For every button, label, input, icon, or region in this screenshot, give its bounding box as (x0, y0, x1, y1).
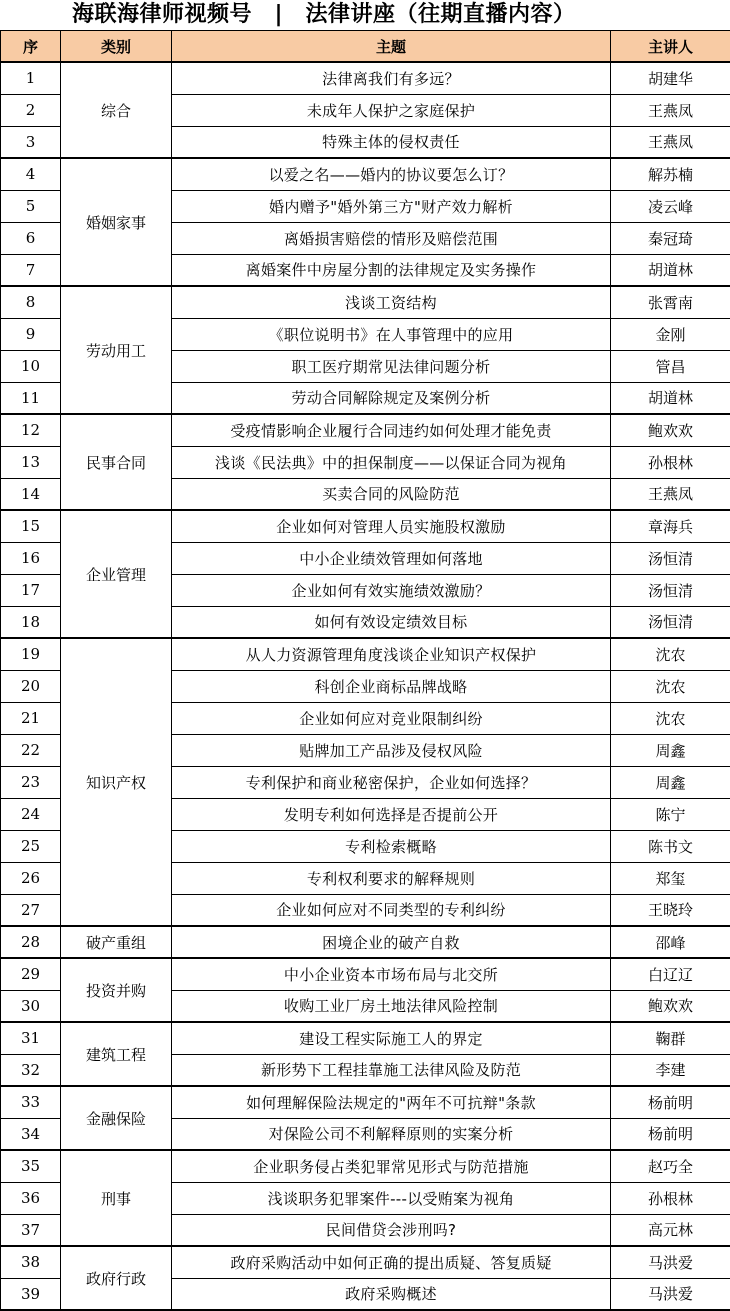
speaker-cell: 沈农 (611, 638, 730, 670)
category-cell: 投资并购 (61, 958, 172, 1022)
table-body (1, 62, 730, 1310)
table-row (1, 958, 730, 990)
speaker-cell: 管昌 (611, 350, 730, 382)
row-index: 21 (1, 702, 61, 734)
category-cell: 金融保险 (61, 1086, 172, 1150)
topic-cell: 贴牌加工产品涉及侵权风险 (172, 734, 611, 766)
row-index: 1 (1, 62, 61, 94)
topic-cell: 民间借贷会涉刑吗? (172, 1214, 611, 1246)
topic-cell: 发明专利如何选择是否提前公开 (172, 798, 611, 830)
row-index: 27 (1, 894, 61, 926)
speaker-cell: 沈农 (611, 702, 730, 734)
topic-cell: 中小企业绩效管理如何落地 (172, 542, 611, 574)
speaker-cell: 胡建华 (611, 62, 730, 94)
speaker-cell: 赵巧全 (611, 1150, 730, 1182)
speaker-cell: 汤恒清 (611, 542, 730, 574)
speaker-cell: 秦冠琦 (611, 222, 730, 254)
topic-cell: 浅谈《民法典》中的担保制度——以保证合同为视角 (172, 446, 611, 478)
topic-cell: 婚内赠予"婚外第三方"财产效力解析 (172, 190, 611, 222)
topic-cell: 企业如何对管理人员实施股权激励 (172, 510, 611, 542)
category-cell: 建筑工程 (61, 1022, 172, 1086)
lecture-table (0, 30, 730, 1311)
row-index: 6 (1, 222, 61, 254)
sheet-title: 海联海律师视频号 | 法律讲座（往期直播内容） (72, 0, 576, 30)
speaker-cell: 鞠群 (611, 1022, 730, 1054)
speaker-cell: 解苏楠 (611, 158, 730, 190)
speaker-cell: 汤恒清 (611, 574, 730, 606)
topic-cell: 以爱之名——婚内的协议要怎么订？ (172, 158, 611, 190)
topic-cell: 政府采购活动中如何正确的提出质疑、答复质疑 (172, 1246, 611, 1278)
speaker-cell: 白辽辽 (611, 958, 730, 990)
speaker-cell: 周鑫 (611, 766, 730, 798)
table-row (1, 926, 730, 958)
row-index: 37 (1, 1214, 61, 1246)
table-row (1, 638, 730, 670)
row-index: 7 (1, 254, 61, 286)
table-row (1, 158, 730, 190)
row-index: 32 (1, 1054, 61, 1086)
header-category: 类别 (61, 31, 172, 63)
topic-cell: 买卖合同的风险防范 (172, 478, 611, 510)
speaker-cell: 陈书文 (611, 830, 730, 862)
category-cell: 知识产权 (61, 638, 172, 926)
topic-cell: 科创企业商标品牌战略 (172, 670, 611, 702)
row-index: 4 (1, 158, 61, 190)
speaker-cell: 郑玺 (611, 862, 730, 894)
row-index: 10 (1, 350, 61, 382)
topic-cell: 如何理解保险法规定的"两年不可抗辩"条款 (172, 1086, 611, 1118)
table-row (1, 286, 730, 318)
row-index: 24 (1, 798, 61, 830)
topic-cell: 受疫情影响企业履行合同违约如何处理才能免责 (172, 414, 611, 446)
row-index: 20 (1, 670, 61, 702)
table-row (1, 1246, 730, 1278)
topic-cell: 困境企业的破产自救 (172, 926, 611, 958)
header-index: 序 (1, 31, 61, 63)
topic-cell: 企业如何应对竞业限制纠纷 (172, 702, 611, 734)
row-index: 39 (1, 1278, 61, 1310)
row-index: 29 (1, 958, 61, 990)
topic-cell: 企业如何有效实施绩效激励？ (172, 574, 611, 606)
topic-cell: 特殊主体的侵权责任 (172, 126, 611, 158)
speaker-cell: 高元林 (611, 1214, 730, 1246)
row-index: 33 (1, 1086, 61, 1118)
row-index: 14 (1, 478, 61, 510)
row-index: 36 (1, 1182, 61, 1214)
table-row (1, 510, 730, 542)
row-index: 16 (1, 542, 61, 574)
row-index: 25 (1, 830, 61, 862)
topic-cell: 企业职务侵占类犯罪常见形式与防范措施 (172, 1150, 611, 1182)
speaker-cell: 杨前明 (611, 1118, 730, 1150)
category-cell: 刑事 (61, 1150, 172, 1246)
row-index: 12 (1, 414, 61, 446)
topic-cell: 新形势下工程挂靠施工法律风险及防范 (172, 1054, 611, 1086)
row-index: 38 (1, 1246, 61, 1278)
speaker-cell: 章海兵 (611, 510, 730, 542)
topic-cell: 专利权利要求的解释规则 (172, 862, 611, 894)
row-index: 30 (1, 990, 61, 1022)
row-index: 23 (1, 766, 61, 798)
row-index: 31 (1, 1022, 61, 1054)
speaker-cell: 陈宁 (611, 798, 730, 830)
table-row (1, 62, 730, 94)
row-index: 2 (1, 94, 61, 126)
sheet-title-bar (0, 0, 730, 31)
row-index: 15 (1, 510, 61, 542)
speaker-cell: 汤恒清 (611, 606, 730, 638)
speaker-cell: 胡道林 (611, 254, 730, 286)
topic-cell: 未成年人保护之家庭保护 (172, 94, 611, 126)
topic-cell: 收购工业厂房土地法律风险控制 (172, 990, 611, 1022)
row-index: 26 (1, 862, 61, 894)
topic-cell: 法律离我们有多远？ (172, 62, 611, 94)
category-cell: 民事合同 (61, 414, 172, 510)
topic-cell: 如何有效设定绩效目标 (172, 606, 611, 638)
speaker-cell: 孙根林 (611, 1182, 730, 1214)
row-index: 18 (1, 606, 61, 638)
row-index: 35 (1, 1150, 61, 1182)
topic-cell: 职工医疗期常见法律问题分析 (172, 350, 611, 382)
speaker-cell: 鲍欢欢 (611, 414, 730, 446)
topic-cell: 政府采购概述 (172, 1278, 611, 1310)
category-cell: 破产重组 (61, 926, 172, 958)
category-cell: 婚姻家事 (61, 158, 172, 286)
speaker-cell: 沈农 (611, 670, 730, 702)
speaker-cell: 金刚 (611, 318, 730, 350)
topic-cell: 企业如何应对不同类型的专利纠纷 (172, 894, 611, 926)
category-cell: 劳动用工 (61, 286, 172, 414)
row-index: 17 (1, 574, 61, 606)
topic-cell: 劳动合同解除规定及案例分析 (172, 382, 611, 414)
row-index: 13 (1, 446, 61, 478)
category-cell: 企业管理 (61, 510, 172, 638)
topic-cell: 浅谈工资结构 (172, 286, 611, 318)
row-index: 34 (1, 1118, 61, 1150)
speaker-cell: 杨前明 (611, 1086, 730, 1118)
speaker-cell: 凌云峰 (611, 190, 730, 222)
row-index: 11 (1, 382, 61, 414)
topic-cell: 离婚案件中房屋分割的法律规定及实务操作 (172, 254, 611, 286)
speaker-cell: 孙根林 (611, 446, 730, 478)
topic-cell: 从人力资源管理角度浅谈企业知识产权保护 (172, 638, 611, 670)
row-index: 9 (1, 318, 61, 350)
speaker-cell: 周鑫 (611, 734, 730, 766)
row-index: 22 (1, 734, 61, 766)
speaker-cell: 鲍欢欢 (611, 990, 730, 1022)
speaker-cell: 王燕凤 (611, 126, 730, 158)
header-topic: 主题 (172, 31, 611, 63)
speaker-cell: 胡道林 (611, 382, 730, 414)
header-row (1, 31, 730, 63)
row-index: 8 (1, 286, 61, 318)
topic-cell: 专利保护和商业秘密保护，企业如何选择？ (172, 766, 611, 798)
speaker-cell: 王晓玲 (611, 894, 730, 926)
speaker-cell: 李建 (611, 1054, 730, 1086)
speaker-cell: 王燕凤 (611, 94, 730, 126)
row-index: 28 (1, 926, 61, 958)
table-row (1, 1086, 730, 1118)
table-row (1, 1150, 730, 1182)
topic-cell: 离婚损害赔偿的情形及赔偿范围 (172, 222, 611, 254)
row-index: 19 (1, 638, 61, 670)
topic-cell: 《职位说明书》在人事管理中的应用 (172, 318, 611, 350)
speaker-cell: 王燕凤 (611, 478, 730, 510)
topic-cell: 浅谈职务犯罪案件---以受贿案为视角 (172, 1182, 611, 1214)
speaker-cell: 张霄南 (611, 286, 730, 318)
topic-cell: 专利检索概略 (172, 830, 611, 862)
topic-cell: 建设工程实际施工人的界定 (172, 1022, 611, 1054)
table-row (1, 1022, 730, 1054)
header-speaker: 主讲人 (611, 31, 730, 63)
topic-cell: 对保险公司不利解释原则的实案分析 (172, 1118, 611, 1150)
row-index: 5 (1, 190, 61, 222)
speaker-cell: 邵峰 (611, 926, 730, 958)
speaker-cell: 马洪爱 (611, 1278, 730, 1310)
category-cell: 综合 (61, 62, 172, 158)
topic-cell: 中小企业资本市场布局与北交所 (172, 958, 611, 990)
row-index: 3 (1, 126, 61, 158)
table-row (1, 414, 730, 446)
category-cell: 政府行政 (61, 1246, 172, 1310)
speaker-cell: 马洪爱 (611, 1246, 730, 1278)
